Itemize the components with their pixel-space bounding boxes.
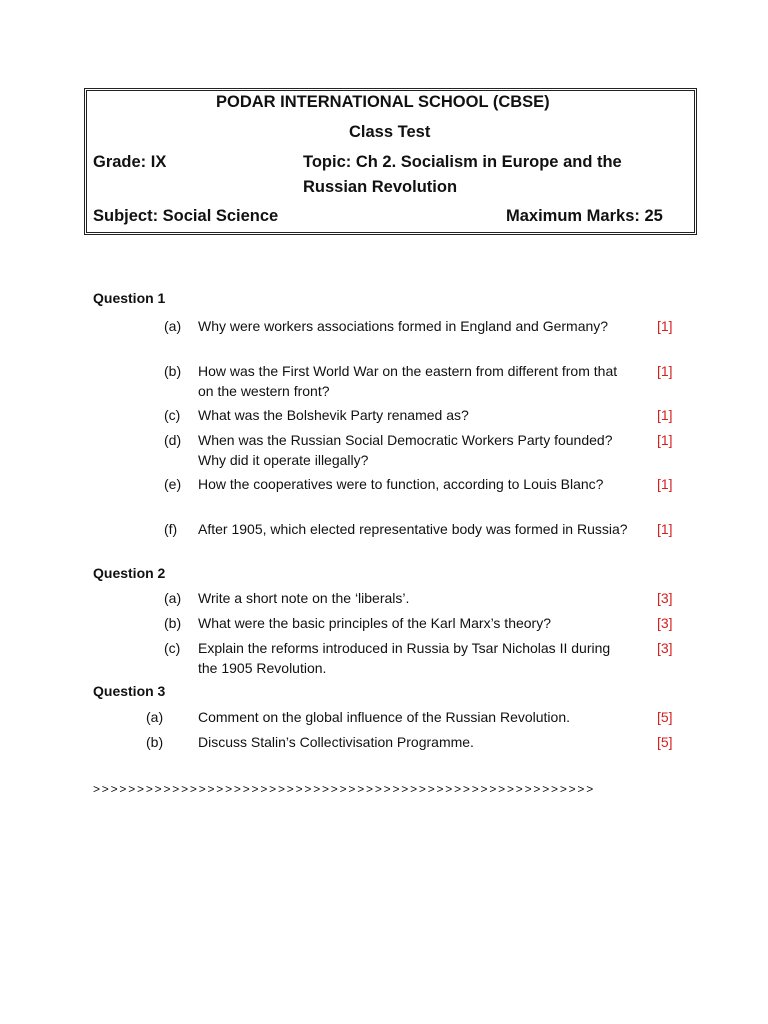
item-text: Discuss Stalin’s Collectivisation Programme. xyxy=(198,734,474,750)
item-text: How the cooperatives were to function, according to Louis Blanc? xyxy=(198,476,604,492)
item-label: (a) xyxy=(146,709,164,725)
item-text: After 1905, which elected representative body was formed in Russia? xyxy=(198,521,628,537)
item-marks: [5] xyxy=(657,709,673,725)
school-name: PODAR INTERNATIONAL SCHOOL (CBSE) xyxy=(216,93,550,111)
item-label: (d) xyxy=(164,432,182,448)
item-label: (f) xyxy=(164,521,178,537)
item-marks: [1] xyxy=(657,521,673,537)
item-text: Write a short note on the ‘liberals’. xyxy=(198,590,410,606)
item-marks: [1] xyxy=(657,476,673,492)
end-of-paper-marker: >>>>>>>>>>>>>>>>>>>>>>>>>>>>>>>>>>>>>>>>>>>>>>>>>>>>>>>>> xyxy=(93,782,596,796)
item-marks: [1] xyxy=(657,318,673,334)
item-label: (a) xyxy=(164,590,182,606)
item-marks: [1] xyxy=(657,432,673,448)
item-label: (e) xyxy=(164,476,182,492)
item-text: How was the First World War on the eastern from different from that on the western front? xyxy=(198,363,618,399)
item-text: Explain the reforms introduced in Russia by Tsar Nicholas II during the 1905 Revolution. xyxy=(198,640,611,676)
item-label: (b) xyxy=(164,615,182,631)
item-label: (c) xyxy=(164,407,181,423)
item-marks: [1] xyxy=(657,363,673,379)
item-marks: [3] xyxy=(657,615,673,631)
question-3-title: Question 3 xyxy=(93,683,166,699)
item-text: When was the Russian Social Democratic Workers Party founded? Why did it operate illegally? xyxy=(198,432,613,468)
topic-line-2: Russian Revolution xyxy=(303,178,458,196)
test-type: Class Test xyxy=(349,123,431,141)
item-label: (b) xyxy=(164,363,182,379)
item-text: What was the Bolshevik Party renamed as? xyxy=(198,407,469,423)
item-label: (a) xyxy=(164,318,182,334)
max-marks-label: Maximum Marks: 25 xyxy=(506,207,663,225)
item-text: Why were workers associations formed in England and Germany? xyxy=(198,318,609,334)
subject-label: Subject: Social Science xyxy=(93,207,279,225)
item-marks: [5] xyxy=(657,734,673,750)
question-1-title: Question 1 xyxy=(93,290,166,306)
topic-line-1: Topic: Ch 2. Socialism in Europe and the xyxy=(303,153,622,171)
item-text: What were the basic principles of the Karl Marx’s theory? xyxy=(198,615,552,631)
item-marks: [3] xyxy=(657,640,673,656)
item-text: Comment on the global influence of the Russian Revolution. xyxy=(198,709,570,725)
item-marks: [3] xyxy=(657,590,673,606)
item-label: (b) xyxy=(146,734,164,750)
item-label: (c) xyxy=(164,640,181,656)
item-marks: [1] xyxy=(657,407,673,423)
question-2-title: Question 2 xyxy=(93,565,166,581)
grade-label: Grade: IX xyxy=(93,153,167,171)
